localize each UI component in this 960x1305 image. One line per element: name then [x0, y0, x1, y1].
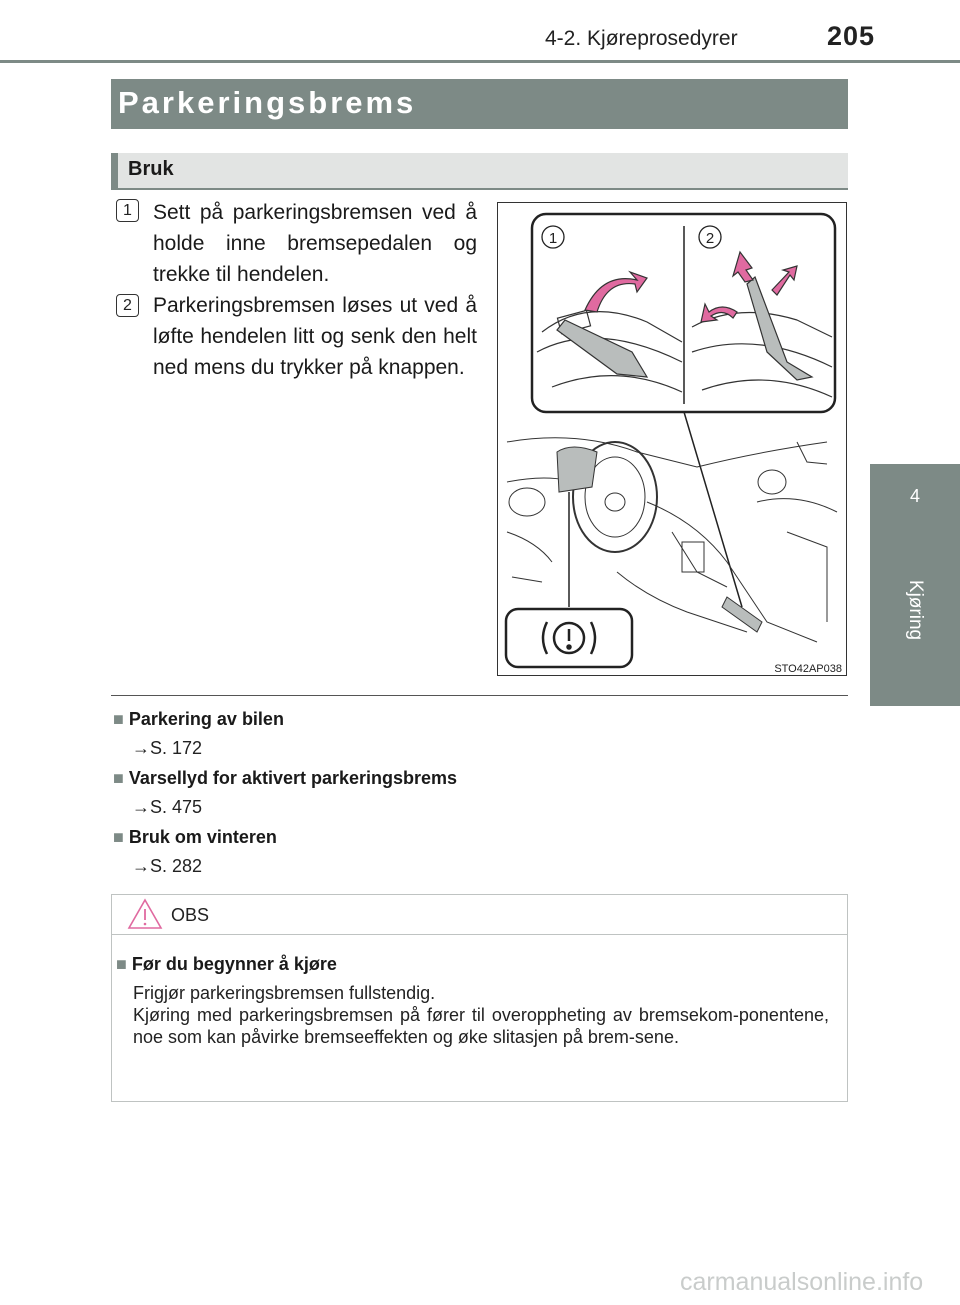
section-heading: 4-2. Kjøreprosedyrer: [545, 27, 738, 50]
step-1-text: Sett på parkeringsbremsen ved å holde inne bremsepedalen og trekke til hendelen.: [153, 201, 477, 286]
chapter-number: 4: [909, 486, 920, 506]
step-2-badge: 2: [116, 294, 139, 317]
page-number: 205: [827, 21, 876, 51]
subsection-bar: [111, 153, 848, 190]
caution-body: [133, 982, 829, 1048]
callout-2-label: 2: [705, 230, 715, 247]
chapter-label: Kjøring: [905, 579, 926, 641]
caution-heading-text: Før du begynner å kjøre: [131, 954, 337, 974]
note-heading: ■ Parkering av bilen: [113, 709, 284, 729]
note-heading-text: Varsellyd for aktivert parkeringsbrems: [128, 768, 458, 788]
note-reference[interactable]: →S. 475: [132, 797, 203, 817]
section-divider: [111, 695, 848, 696]
step-1-badge: 1: [116, 199, 139, 222]
header-rule: [0, 60, 960, 63]
subsection-title: Bruk: [128, 158, 174, 180]
caution-divider: [112, 934, 847, 935]
note-reference[interactable]: →S. 172: [132, 738, 203, 758]
caution-label: OBS: [171, 905, 210, 925]
step-2-text: Parkeringsbremsen løses ut ved å løfte hendelen litt og senk den helt ned mens du trykker på knappen.: [153, 294, 477, 379]
watermark: carmanualsonline.info: [680, 1268, 924, 1296]
subsection-accent: [111, 153, 118, 190]
note-heading: ■ Varsellyd for aktivert parkeringsbrems: [113, 768, 458, 788]
note-heading-text: Bruk om vinteren: [128, 827, 277, 847]
parking-brake-illustration: [497, 202, 847, 676]
caution-heading: ■ Før du begynner å kjøre: [116, 954, 337, 974]
page-title: Parkeringsbrems: [118, 85, 417, 120]
note-heading-text: Parkering av bilen: [128, 709, 284, 729]
illustration-code: STO42AP038: [774, 663, 842, 675]
note-reference[interactable]: →S. 282: [132, 856, 203, 876]
caution-line-2: Kjøring med parkeringsbremsen på fører til overoppheting av bremsekom-ponentene, noe som kan påvirke bremseeffekten og øke slitasjen på brem-sene.: [133, 1005, 829, 1047]
note-heading: ■ Bruk om vinteren: [113, 827, 277, 847]
caution-line-1: Frigjør parkeringsbremsen fullstendig.: [133, 983, 436, 1003]
callout-1-label: 1: [548, 230, 558, 247]
warning-triangle-icon: [127, 898, 163, 930]
